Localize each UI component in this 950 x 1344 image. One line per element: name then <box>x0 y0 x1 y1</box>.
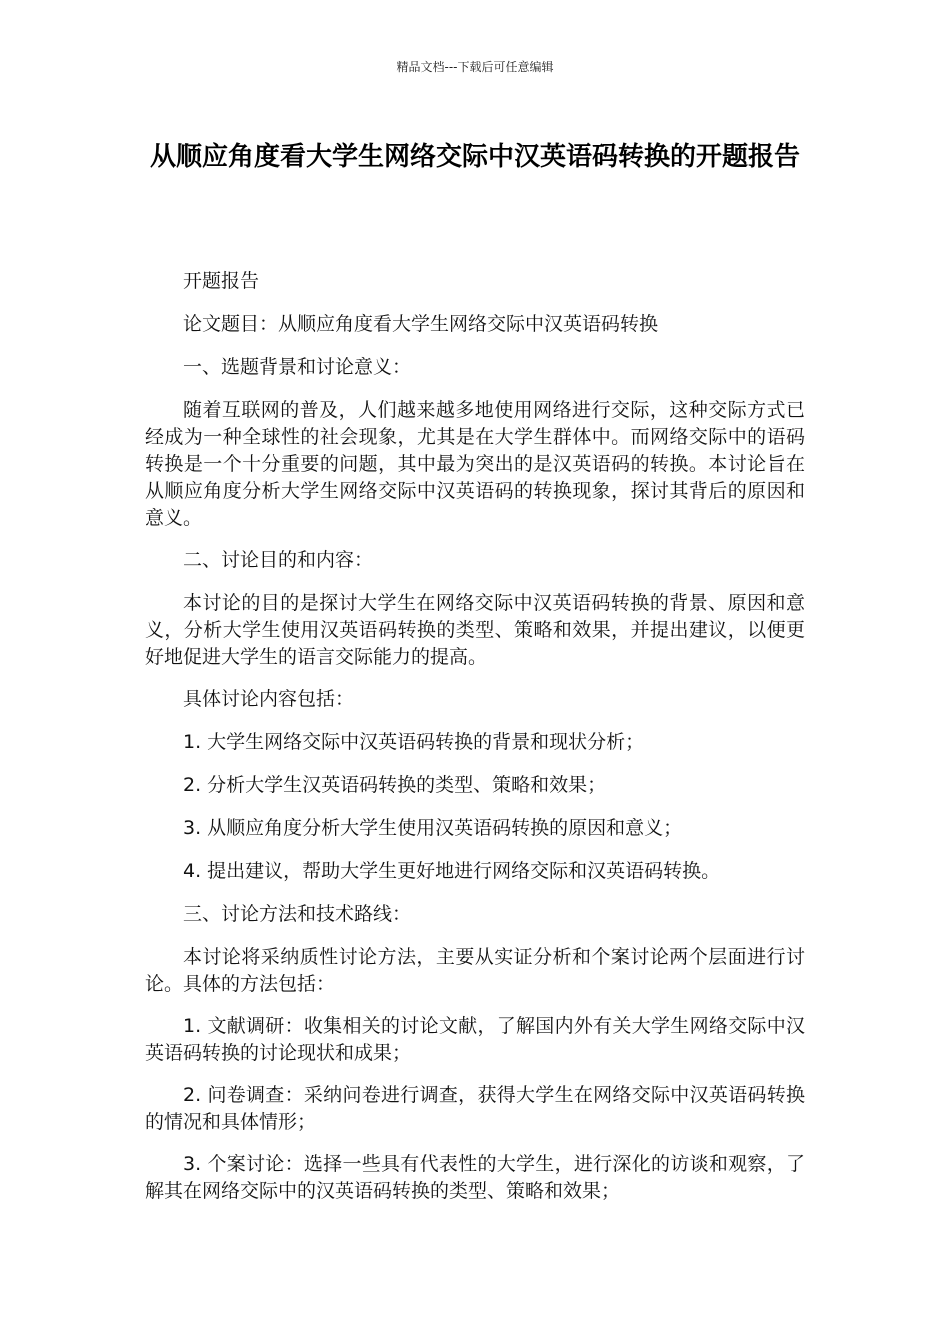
method-item: 1. 文献调研：收集相关的讨论文献，了解国内外有关大学生网络交际中汉英语码转换的讨论现状和成果； <box>145 1015 805 1064</box>
thesis-title-line: 论文题目：从顺应角度看大学生网络交际中汉英语码转换 <box>183 313 659 335</box>
list-item: 1. 大学生网络交际中汉英语码转换的背景和现状分析； <box>183 731 645 753</box>
list-item: 4. 提出建议，帮助大学生更好地进行网络交际和汉英语码转换。 <box>183 860 721 882</box>
list-item: 3. 从顺应角度分析大学生使用汉英语码转换的原因和意义； <box>183 817 683 839</box>
content-intro: 具体讨论内容包括： <box>183 688 355 710</box>
list-item: 2. 分析大学生汉英语码转换的类型、策略和效果； <box>183 774 607 796</box>
section-heading-1: 一、选题背景和讨论意义： <box>183 356 412 378</box>
section-label: 开题报告 <box>183 270 260 292</box>
document-body <box>145 268 805 1220</box>
method-item: 2. 问卷调查：采纳问卷进行调查，获得大学生在网络交际中汉英语码转换的情况和具体情形； <box>145 1084 805 1133</box>
section-heading-2: 二、讨论目的和内容： <box>183 549 374 571</box>
header-note: 精品文档---下载后可任意编辑 <box>396 60 554 74</box>
paragraph-background: 随着互联网的普及，人们越来越多地使用网络进行交际，这种交际方式已经成为一种全球性的社会现象，尤其是在大学生群体中。而网络交际中的语码转换是一个十分重要的问题，其中最为突出的是汉英语码的转换。本讨论旨在从顺应角度分析大学生网络交际中汉英语码的转换现象，探讨其背后的原因和意义。 <box>145 399 805 529</box>
paragraph-method: 本讨论将采纳质性讨论方法，主要从实证分析和个案讨论两个层面进行讨论。具体的方法包括： <box>145 946 805 995</box>
section-heading-3: 三、讨论方法和技术路线： <box>183 903 412 925</box>
paragraph-purpose: 本讨论的目的是探讨大学生在网络交际中汉英语码转换的背景、原因和意义，分析大学生使用汉英语码转换的类型、策略和效果，并提出建议，以便更好地促进大学生的语言交际能力的提高。 <box>145 592 805 668</box>
method-item: 3. 个案讨论：选择一些具有代表性的大学生，进行深化的访谈和观察，了解其在网络交际中的汉英语码转换的类型、策略和效果； <box>145 1153 805 1202</box>
document-title: 从顺应角度看大学生网络交际中汉英语码转换的开题报告 <box>149 142 800 172</box>
